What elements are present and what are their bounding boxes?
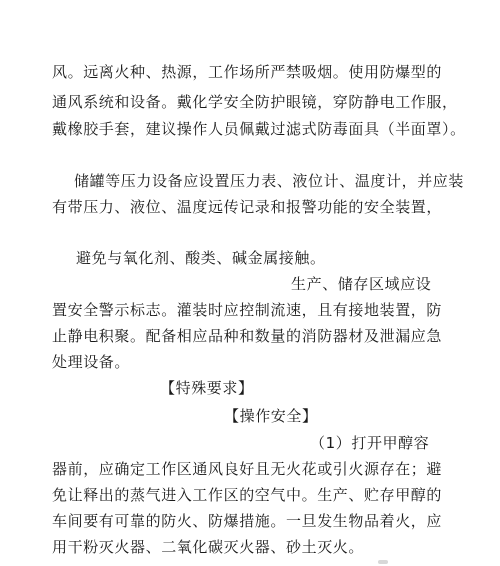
text-line: （1）打开甲醇容 — [310, 434, 430, 452]
text-line: 储罐等压力设备应设置压力表、液位计、温度计，并应装 — [74, 172, 465, 190]
section-heading: 【操作安全】 — [224, 407, 318, 425]
text-line: 止静电积聚。配备相应品种和数量的消防器材及泄漏应急 — [52, 327, 443, 345]
text-line: 生产、储存区域应设 — [291, 275, 432, 293]
text-line: 置安全警示标志。灌装时应控制流速，且有接地装置，防 — [52, 301, 443, 319]
text-line: 有带压力、液位、温度远传记录和报警功能的安全装置， — [52, 198, 443, 216]
scan-speck — [378, 560, 388, 564]
text-line: 免让释出的蒸气进入工作区的空气中。生产、贮存甲醇的 — [52, 486, 443, 504]
text-line: 处理设备。 — [52, 353, 131, 371]
text-line: 用干粉灭火器、二氧化碳灭火器、砂土灭火。 — [52, 538, 365, 556]
text-line: 通风系统和设备。戴化学安全防护眼镜，穿防静电工作服， — [52, 93, 458, 111]
text-line: 避免与氧化剂、酸类、碱金属接触。 — [76, 249, 326, 267]
text-line: 戴橡胶手套，建议操作人员佩戴过滤式防毒面具（半面罩）。 — [52, 120, 466, 138]
text-line: 车间要有可靠的防火、防爆措施。一旦发生物品着火，应 — [52, 512, 443, 530]
text-line: 风。远离火种、热源，工作场所严禁吸烟。使用防爆型的 — [52, 63, 443, 81]
section-heading: 【特殊要求】 — [160, 379, 254, 397]
text-line: 器前，应确定工作区通风良好且无火花或引火源存在；避 — [52, 460, 443, 478]
